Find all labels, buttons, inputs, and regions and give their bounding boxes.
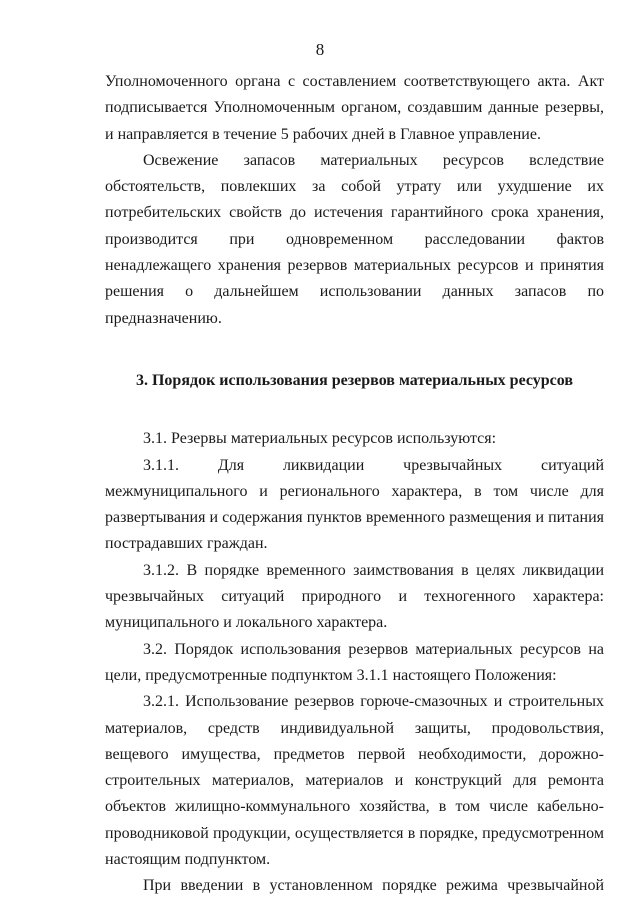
section-heading: 3. Порядок использования резервов материальных ресурсов bbox=[135, 371, 574, 389]
page-number: 8 bbox=[315, 40, 325, 59]
paragraph-3-1-1: 3.1.1. Для ликвидации чрезвычайных ситуаций межмуниципального и регионального характера, в том числе для развертывания и содержания пунктов временного размещения и питания пострадавших граждан. bbox=[105, 456, 604, 553]
document-body bbox=[105, 69, 604, 900]
paragraph-3-2-1: 3.2.1. Использование резервов горюче-смазочных и строительных материалов, средств индивидуальной защиты, продовольствия, вещевого имущества, предметов первой необходимости, дорожно-строительных материалов, материалов и конструкций для ремонта объектов жилищно-коммунального хозяйства, в том числе кабельно-проводниковой продукции, осуществляется в порядке, предусмотренном настоящим подпунктом. bbox=[105, 693, 604, 869]
paragraph-3-2: 3.2. Порядок использования резервов материальных ресурсов на цели, предусмотренные подпунктом 3.1.1 настоящего Положения: bbox=[105, 640, 604, 684]
paragraph-act-continuation: Уполномоченного органа с составлением соответствующего акта. Акт подписывается Уполномоченным органом, создавшим данные резервы, и направляется в течение 5 рабочих дней в Главное управление. bbox=[105, 73, 604, 143]
paragraph-emergency-regime: При введении в установленном порядке режима чрезвычайной bbox=[143, 877, 604, 895]
paragraph-stock-refresh: Освежение запасов материальных ресурсов вследствие обстоятельств, повлекших за собой утрату или ухудшение их потребительских свойств до истечения гарантийного срока хранения, производится при одновременном расследовании фактов ненадлежащего хранения резервов материальных ресурсов и принятия решения о дальнейшем использовании данных запасов по предназначению. bbox=[105, 151, 604, 327]
paragraph-3-1-2: 3.1.2. В порядке временного заимствования в целях ликвидации чрезвычайных ситуаций природного и техногенного характера: муниципального и локального характера. bbox=[105, 561, 604, 632]
paragraph-3-1: 3.1. Резервы материальных ресурсов используются: bbox=[143, 430, 497, 448]
